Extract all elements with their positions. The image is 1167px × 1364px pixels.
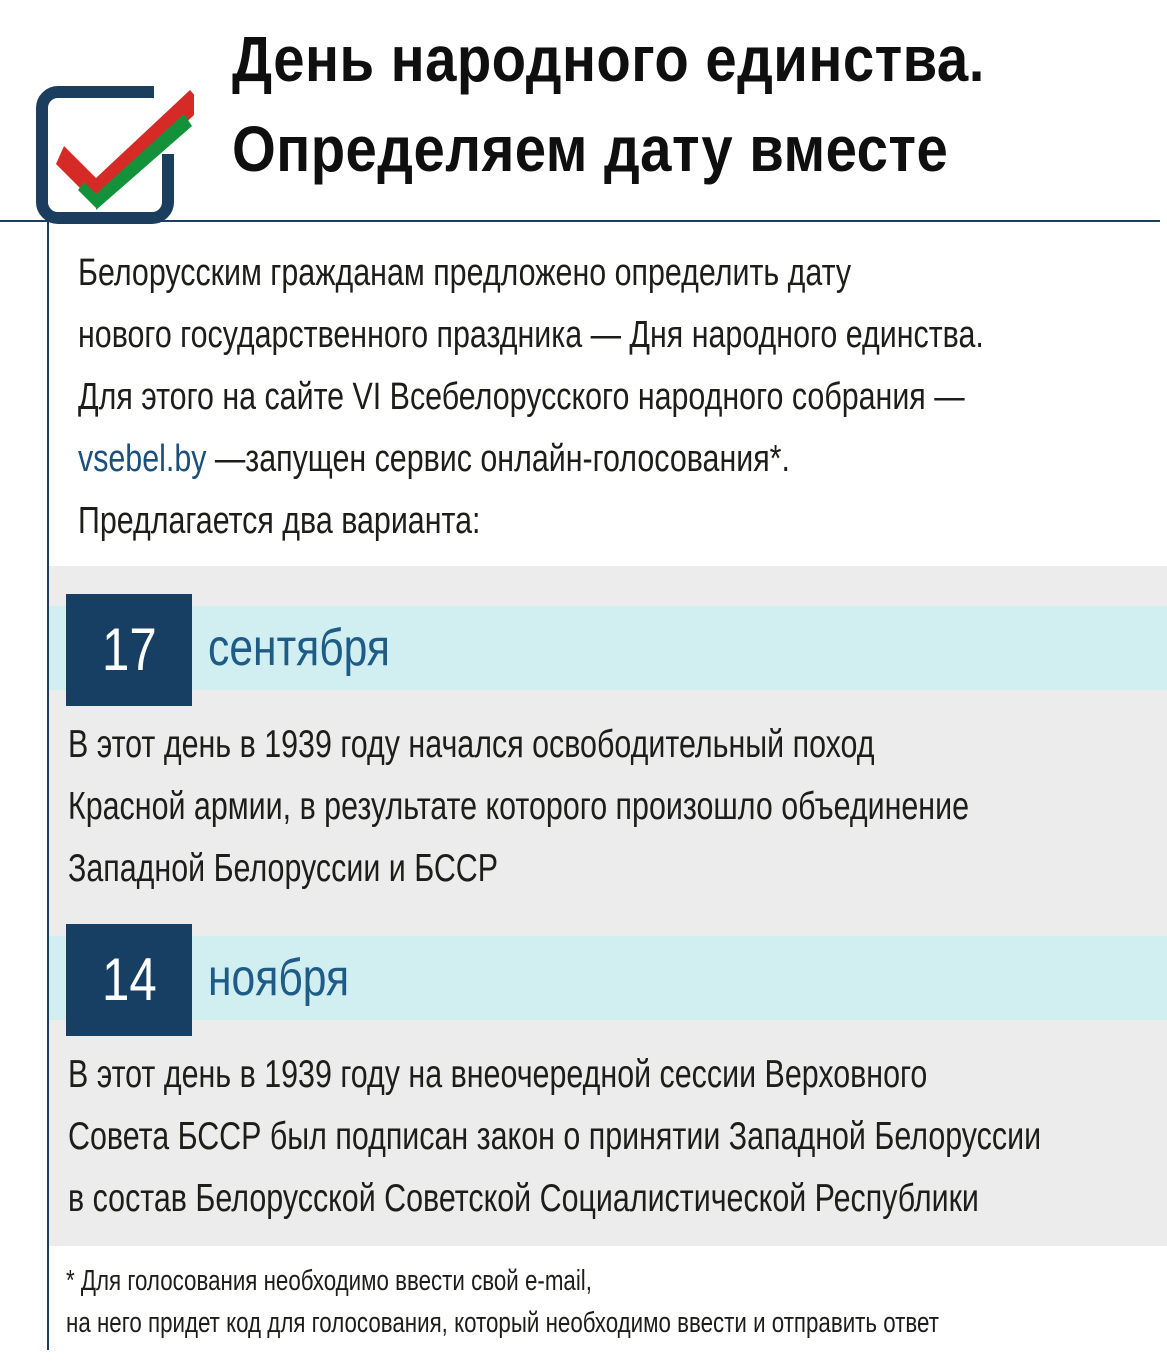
header-divider	[0, 220, 1160, 222]
option-1-desc-line-2: Красной армии, в результате которого произошло объединение	[68, 785, 970, 828]
footnote	[66, 1260, 1156, 1344]
intro-line-4	[78, 428, 942, 490]
intro-line-1: Белорусским гражданам предложено определить дату	[78, 252, 852, 294]
footnote-line-2: на него придет код для голосования, который необходимо ввести и отправить ответ	[66, 1307, 939, 1339]
intro-line-2: нового государственного праздника — Дня народного единства.	[78, 314, 984, 356]
option-1-day-box	[66, 594, 192, 706]
footnote-line-1: * Для голосования необходимо ввести свой e-mail,	[66, 1265, 592, 1297]
option-2-desc-line-2: Совета БССР был подписан закон о принятии Западной Белоруссии	[68, 1115, 1042, 1158]
option-1-description	[68, 714, 1158, 900]
intro-paragraph	[78, 242, 1158, 552]
page-title	[232, 14, 1152, 194]
option-1-month: сентября	[208, 619, 390, 677]
title-line-2: Определяем дату вместе	[232, 113, 949, 185]
option-2-desc-line-3: в состав Белорусской Советской Социалистической Республики	[68, 1177, 979, 1220]
option-1-desc-line-3: Западной Белоруссии и БССР	[68, 847, 499, 890]
intro-line-5: Предлагается два варианта:	[78, 500, 481, 542]
vsebel-link[interactable]: vsebel.by	[78, 438, 207, 480]
option-2-description	[68, 1044, 1158, 1230]
title-line-1: День народного единства.	[232, 23, 985, 95]
option-2-month: ноября	[208, 949, 350, 1007]
intro-line-3: Для этого на сайте VI Всебелорусского народного собрания —	[78, 376, 965, 418]
intro-line-4-rest: —запущен сервис онлайн-голосования*.	[206, 438, 790, 480]
option-1-day: 17	[101, 616, 157, 683]
option-2-day-box	[66, 924, 192, 1036]
option-1-desc-line-1: В этот день в 1939 году начался освободительный поход	[68, 723, 875, 766]
option-2-desc-line-1: В этот день в 1939 году на внеочередной сессии Верховного	[68, 1053, 928, 1096]
option-2-day: 14	[101, 946, 157, 1013]
